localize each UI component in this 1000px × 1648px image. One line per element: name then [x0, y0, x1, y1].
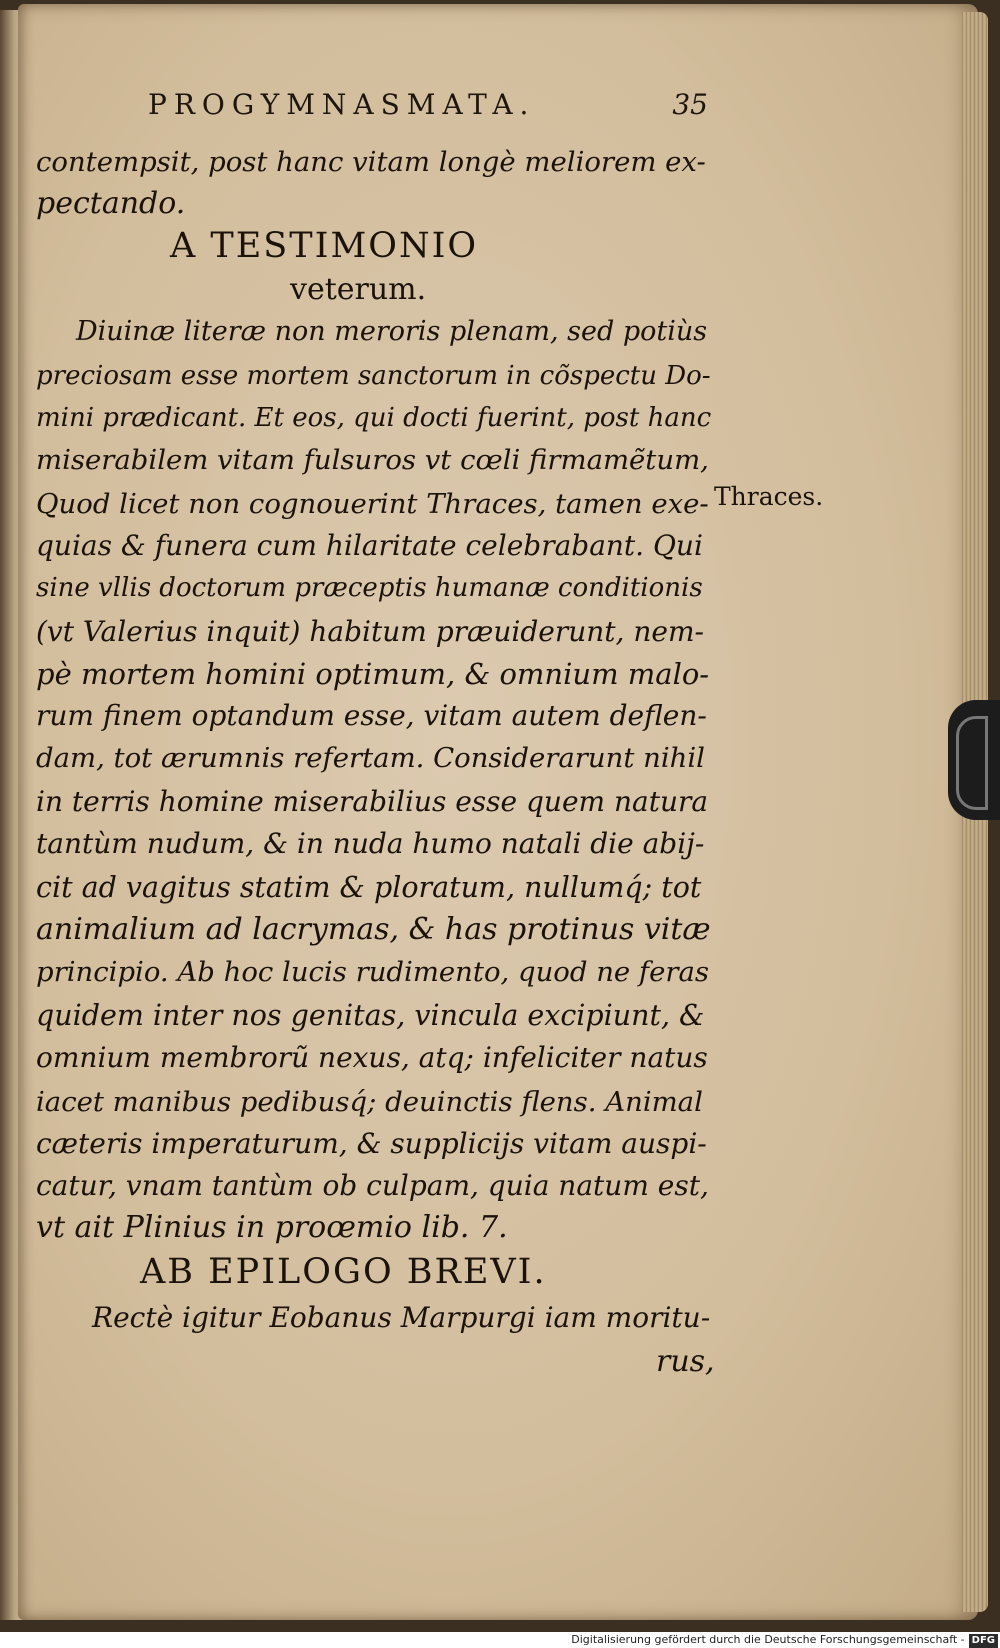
page-number: 35: [672, 88, 708, 121]
text-line: pè mortem homini optimum, & omnium malo-: [36, 657, 710, 691]
text-line: iacet manibus pedibusq́; deuinctis flens. Animal: [36, 1086, 703, 1118]
section-heading: AB EPILOGO BREVI.: [140, 1252, 547, 1292]
dfg-logo: DFG: [969, 1634, 998, 1648]
text-line: tantùm nudum, & in nuda humo natali die abij-: [36, 827, 705, 860]
text-line: cit ad vagitus statim & ploratum, nullumq́; tot: [36, 871, 702, 904]
text-line: Rectè igitur Eobanus Marpurgi iam moritu-: [92, 1301, 711, 1334]
text-line: catur, vnam tantùm ob culpam, quia natum est,: [36, 1169, 709, 1202]
text-line: pectando.: [36, 186, 186, 221]
text-line: omnium membrorũ nexus, atq; infeliciter natus: [36, 1041, 708, 1074]
credit-text: Digitalisierung gefördert durch die Deutsche Forschungsgemeinschaft -: [571, 1633, 965, 1646]
running-header: [148, 88, 708, 128]
running-title: PROGYMNASMATA.: [148, 88, 536, 121]
text-line: animalium ad lacrymas, & has protinus vitæ: [36, 912, 711, 947]
text-line: quias & funera cum hilaritate celebrabant. Qui: [36, 529, 703, 562]
text-line: sine vllis doctorum præceptis humanæ conditionis: [36, 573, 703, 603]
text-line: rum finem optandum esse, vitam autem deflen-: [36, 699, 707, 732]
section-heading: A TESTIMONIO: [170, 226, 479, 266]
digitization-credit: [0, 1632, 1000, 1648]
text-line: preciosam esse mortem sanctorum in cõspectu Do-: [36, 361, 711, 391]
text-line: mini prædicant. Et eos, qui docti fuerint, post hanc: [36, 403, 712, 433]
section-subheading: veterum.: [290, 272, 427, 307]
text-line: (vt Valerius inquit) habitum præuiderunt, nem-: [36, 615, 704, 648]
text-line: quidem inter nos genitas, vincula excipiunt, &: [36, 999, 705, 1032]
margin-note: Thraces.: [714, 482, 824, 511]
text-line: Quod licet non cognouerint Thraces, tamen exe-: [36, 488, 709, 520]
text-line: dam, tot ærumnis refertam. Considerarunt nihil: [36, 742, 705, 774]
catchword: rus,: [656, 1344, 715, 1379]
text-line: cæteris imperaturum, & supplicijs vitam auspi-: [36, 1127, 707, 1160]
text-line: in terris homine miserabilius esse quem natura: [36, 785, 709, 818]
text-line: vt ait Plinius in proœmio lib. 7.: [36, 1210, 508, 1245]
text-line: miserabilem vitam fulsuros vt cœli firmamẽtum,: [36, 444, 709, 476]
text-line: principio. Ab hoc lucis rudimento, quod ne feras: [36, 956, 710, 988]
text-line: Diuinæ literæ non meroris plenam, sed potiùs: [76, 316, 708, 347]
page-clip: [948, 700, 1000, 820]
text-line: contempsit, post hanc vitam longè meliorem ex-: [36, 146, 706, 178]
